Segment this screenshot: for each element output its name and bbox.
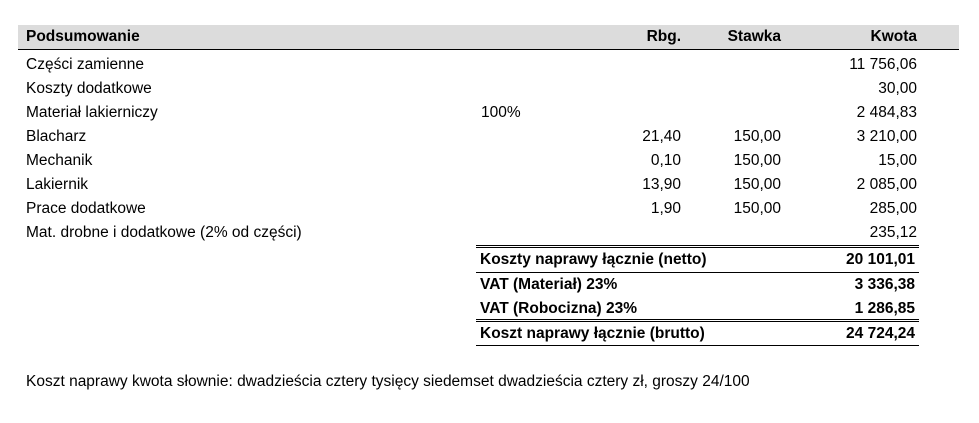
total-label: VAT (Materiał) 23% xyxy=(480,276,618,293)
total-amount: 24 724,24 xyxy=(846,325,915,342)
table-row xyxy=(18,77,959,101)
table-row xyxy=(18,173,959,197)
column-amount-header: Kwota xyxy=(870,28,917,45)
row-label: Lakiernik xyxy=(26,176,89,193)
amount-in-words: Koszt naprawy kwota słownie: dwadzieścia cztery tysięcy siedemset dwadzieścia cztery zł, groszy 24/100 xyxy=(26,373,750,390)
row-amount: 11 756,06 xyxy=(849,56,917,73)
row-rate: 150,00 xyxy=(733,176,781,193)
row-amount: 235,12 xyxy=(869,224,917,241)
total-amount: 20 101,01 xyxy=(846,251,915,268)
row-rbg: 0,10 xyxy=(650,152,681,169)
row-amount: 2 484,83 xyxy=(856,104,917,121)
row-rbg: 21,40 xyxy=(642,128,681,145)
row-amount: 285,00 xyxy=(869,200,917,217)
total-amount: 1 286,85 xyxy=(854,300,915,317)
total-amount: 3 336,38 xyxy=(854,276,915,293)
row-label: Prace dodatkowe xyxy=(26,200,146,217)
table-row xyxy=(18,125,959,149)
row-label: Blacharz xyxy=(26,128,87,145)
row-rate: 150,00 xyxy=(733,152,781,169)
table-row xyxy=(18,221,959,245)
divider xyxy=(476,345,919,346)
row-rbg: 13,90 xyxy=(642,176,681,193)
total-label: Koszty naprawy łącznie (netto) xyxy=(480,251,707,268)
summary-title: Podsumowanie xyxy=(26,28,140,45)
total-label: Koszt naprawy łącznie (brutto) xyxy=(480,325,705,342)
row-amount: 2 085,00 xyxy=(856,176,917,193)
row-rbg: 1,90 xyxy=(650,200,681,217)
column-rate-header: Stawka xyxy=(727,28,781,45)
row-label: Mat. drobne i dodatkowe (2% od części) xyxy=(26,224,302,241)
row-label: Koszty dodatkowe xyxy=(26,80,152,97)
total-label: VAT (Robocizna) 23% xyxy=(480,300,638,317)
total-row-brutto xyxy=(476,322,919,346)
table-row xyxy=(18,101,959,125)
row-rate: 150,00 xyxy=(733,200,781,217)
row-amount: 15,00 xyxy=(878,152,917,169)
table-row xyxy=(18,197,959,221)
table-row xyxy=(18,149,959,173)
row-amount: 3 210,00 xyxy=(856,128,917,145)
column-rbg-header: Rbg. xyxy=(646,28,681,45)
row-label: Części zamienne xyxy=(26,56,145,73)
row-extra: 100% xyxy=(481,104,521,121)
row-rate: 150,00 xyxy=(733,128,781,145)
row-label: Materiał lakierniczy xyxy=(26,104,158,121)
row-label: Mechanik xyxy=(26,152,93,169)
total-row-vat-material xyxy=(476,273,919,297)
row-amount: 30,00 xyxy=(878,80,917,97)
total-row-vat-labour xyxy=(476,297,919,321)
table-row xyxy=(18,53,959,77)
total-row-netto xyxy=(476,248,919,272)
summary-header xyxy=(18,25,959,50)
